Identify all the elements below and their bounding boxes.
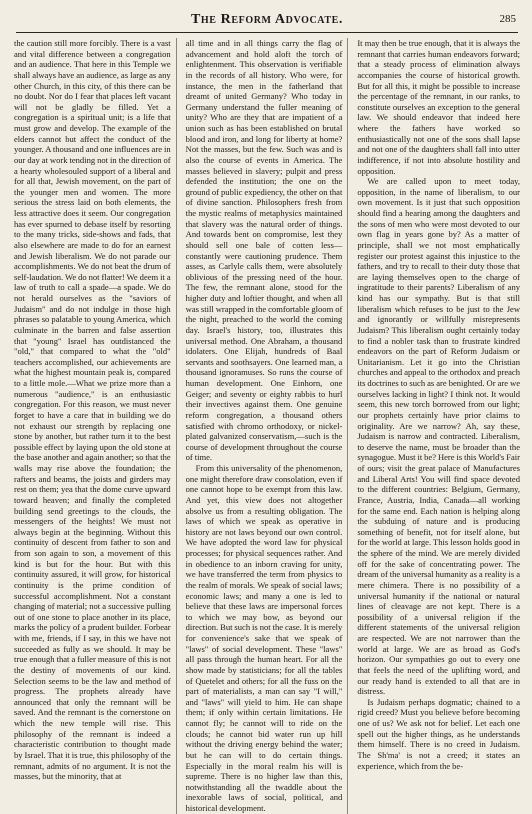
column-3 — [357, 38, 520, 814]
paragraph: Is Judaism perhaps dogmatic; chained to a rigid creed? Must you believe before becoming one of us? We ask not for belief. Let each one spell out the higher things, as he understands them himself. There is no creed in Judaism. The Sh'ma' is not a creed; it states an experience, which from the be- — [357, 696, 520, 771]
page-number: 285 — [499, 13, 516, 25]
paragraph: From this universality of the phenomenon, one might therefore draw consolation, even if one cannot hope to be exempt from this law. And yet, this view does not altogether absolve us from a resulting obligation. The laws of which we speak as operative in history are not laws beyond our own control. We have adopted the word law for physical processes; for physical sequences rather. And in obedience to an inborn craving for unity, we have transferred the term from physics to the realm of morals. We speak of social laws; economic laws; and many a one is led to believe that these laws are impersonal forces to which we may bow, as beyond our direction. But such is not the case. It is merely for convenience's sake that we speak of "laws" of social development. These "laws" all pass through the human heart. For all the show made by statisticians; for all the tables of Quetelet and others; for all the fuss on the part of materialists, a man can say "I will," and "laws" will yield to him. He can shape them; if only within certain limitations. He cannot fly; he cannot will to ride on the clouds; he cannot bid water run up hill without the driving energy behind the water; but he can will to do certain things. Especially in the moral realm his will is supreme. There is no higher law than this, notwithstanding all the twaddle about the inexorable laws of social, political, and historical development. — [185, 463, 343, 813]
column-1 — [14, 38, 177, 814]
paragraph: all time and in all things carry the flag of advancement and hold aloft the torch of enlightenment. This observation is verifiable in the records of all history. Who were, for instance, the men in the fatherland that dreamt of united Germany? Who today in Germany understand the fuller meaning of unity? Who are they that are impatient of a union such as has been established on brutal blood and iron, and long for liberty at home? Not the masses, but the few. Such was and is also the course of events in America. The masses believed in slavery; pulpit and press defended the institution; the one on the ground of public expediency, the other on that of divine sanction. Philosophers fresh from the mystic realms of metaphysics maintained that slavery was the natural order of things. And towards bent on compromise, lest they should sell one bale of cotten less—constantly were cautioning prudence. Them asses, as Carlyle calls them, were absolutely oblivious of the pressing need of the hour. The few, the remnant alone, stood for the higher duty and loftier thought, and when all was still wrapped in the comfortable gloom of the night, preached to the world the coming day. Israel's history, too, illustrates this universal method. One Abraham, a thousand idolaters. One Elijah, hundreds of Baal servants and soothsayers. One learned man, a thousand ignoramuses. So runs the course of human development. One Einhorn, one Geiger; and seventy or eighty rabbis to hurl their invectives against them. One genuine reform congregation, a thousand others satisfied with chromo orthodoxy, or nickel-plated galvanized conservatism,—such is the course of development throughout the course of time. — [185, 38, 343, 463]
column-2 — [186, 38, 349, 814]
paragraph: the caution still more forcibly. There is a vast and vital difference between a congregation and an audience. That here in this Temple we shall always have an audience, as large as any other Church, in this city, of this there can be no doubt. Nor do I fear that places left vacant will not be gladly be filled. Yet a congregation is a spiritual unit; is a life that must grow and develop. The example of the elders cannot but affect the conduct of the younger. A thousand and one influences are in our day at work tending not in the direction of a hearty wholesouled support of a liberal and for all that, Jewish movement, on the part of the younger men and women. The more serious the stress laid on both elements, the less attractive does it seem. Our congregation has ever spurned to debase itself by resorting to the many tricks, side-shows and fads, that also elsewhere are made to do for an earnest and Jewish liberalism. We do not parade our accomplishments. We do not beat the drum of self-laudation. We do not flatter! We deem it a law of truth to call a spade—a spade. We do not herald ourselves as the "saviors of Judaism" and do not indulge in those high phrases so palatable to young America, which culminate in the barren and false assertion that "young" Israel has outdistanced the "old," that compared to what the "old" teachers accomplished, our achievements are what the highest mountain peak is, compared to a little mole.—What we prize more than a numerous "audience," is an enthusiastic congregation. For this reason, we must never forget to have a care that in building we do not exhaust our strength by replacing one stone by another, but rather turn it to the best possible effect by laying upon the old stone at the base another and again another; so that the walls may rise above the foundation; the rafters and beams, the joists and girders may rest on them; yea that the dome curve upward toward heaven; and finally the completed building send greetings to the clouds, the messengers of the heights! We must not always begin at the beginning. Without this continuity of descent from father to son and from son again to son, a movement of this kind is but for the hour. But with this continuity assured, it will grow, for historical continuity is the prime condition of successful accomplishment. Not a constant changing of material; not a successive pulling out of one stone to place another in its place, marks the policy of a prudent builder. Forbear with me, friends, if I say, in this we have not succeeded as fully as we should. It may be true enough that a fuller measure of this is not the destiny of movements of our kind. Selection seems to be the law and method of progress. The prophets already have announced that only the remnant will be saved. And the remnant is the cornerstone on which the new temple will rise. This philosophy of the remnant is indeed a characteristic contribution to thought made by Israel. That it is true, this philosophy of the remnant, admits of no argument. It is not the masses, but the minority, that at — [14, 38, 171, 782]
paragraph: It may then be true enough, that it is always the remnant that carries human endeavors forward; that a steady process of elimination always accompanies the course of historical growth. But for all this, it might be possible to increase the percentage of the remnant, in our ranks, to constitute ourselves an exception to the general law. We should endeavor that indeed here where the fathers have worked so enthusiastically not one of the sons shall lapse and not one of the daughters shall fall into utter indifference, if not into absolute hostility and opposition. — [357, 38, 520, 176]
paragraph: We are called upon to meet today, opposition, in the name of liberalism, to our own movement. Is it just that such opposition should find a hearing among the daughters and the sons of men who were most devoted to our own flag in years gone by? As a matter of principle, shall we not most emphatically register our protest against this injustice to the fathers, and try to recall to their duty those that are laying themselves open to the charge of ingratitude to their parents? Liberalism of any kind has our sympathy. But is that still liberalism which refuses to be just to the Jew and ignorantly or willfully misrepresents Judaism? This liberalism ought certainly today to find a nobler task than to frustrate kindred endeavors on the part of Reform Judaism or Unitarianism. Let it go into the Christian churches and appeal to the orthodox and preach its doctrines to such as are benighted. Or are we ourselves lacking in light? I think not. It would seem, this new torch borrowed from our light; our prophets certainly have prior claims to originality. Are we narrow? Ah, say these, Judaism is narrow and contracted. Liberalism, to deserve the name, must be broader than the synagogue. Must it be? Here is this World's Fair of ours; visit the great palace of Manufactures and Liberal Arts! You will find space devoted to the different countries: Belgium, Germany, France, Austria, India, Canada—all working for the same end. Each nation is helping along the subduing of nature and is producing something of benefit, not for itself alone, but for the world at large. This lesson holds good in the sphere of the mind. We are merely divided off for the sake of concentrating power. The dream of the universal humanity as a reality is a mere chimera. There is no possibility of a universal humanity if the national or natural lines of cleavage are not kept. There is a possibility of a universal religion if the different statements of the universal religion are respected. We are not narrower than the world at large. We are as broad as God's horizon. Our sympathies go out to every one that feels the need of the uplifting word, and our ready hand is extended to all that are in distress. — [357, 176, 520, 697]
journal-title: The Reform Advocate. — [190, 12, 343, 27]
page-header — [16, 10, 518, 33]
article-columns — [14, 38, 520, 813]
